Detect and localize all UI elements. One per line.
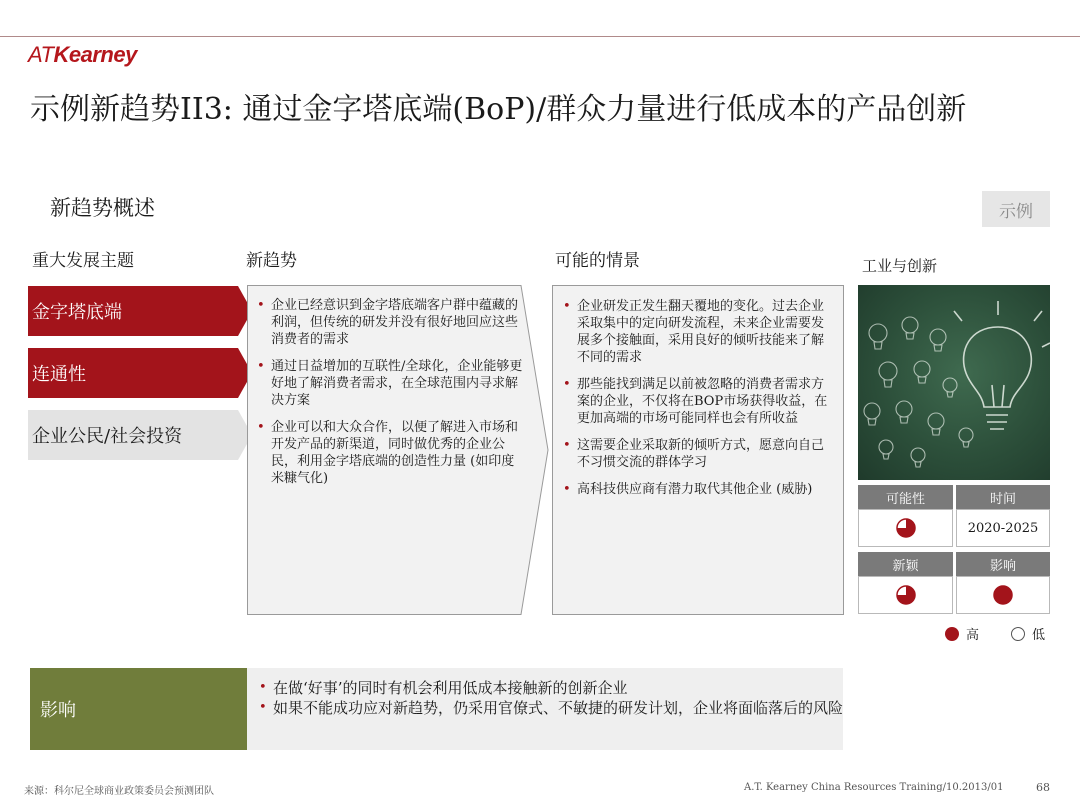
legend-low-label: 低 xyxy=(1032,628,1046,643)
possibility-value xyxy=(858,509,953,547)
theme-connectivity xyxy=(28,348,238,398)
impact-value xyxy=(956,576,1050,614)
impact-label: 影响 xyxy=(30,668,247,750)
scenario-bullet: • 企业研发正发生翻天覆地的变化。过去企业采取集中的定向研发流程，未来企业需要发展多个接触面，采用良好的倾听技能来了解不同的需求 xyxy=(561,298,833,366)
harvey-ball-icon xyxy=(895,517,917,539)
page-number: 68 xyxy=(1036,781,1050,794)
theme-label: 企业公民/社会投资 xyxy=(32,426,183,447)
trend-bullet-list xyxy=(255,297,523,487)
logo-at: AT xyxy=(28,42,54,67)
empty-circle-icon xyxy=(1010,626,1026,642)
harvey-ball-icon xyxy=(895,584,917,606)
trend-bullet: • 通过日益增加的互联性/全球化，企业能够更好地了解消费者需求，在全球范围内寻求解决方案 xyxy=(255,358,523,409)
lightbulb-chalkboard-image xyxy=(858,285,1050,480)
time-header: 时间 xyxy=(956,485,1050,509)
impact-header: 影响 xyxy=(956,552,1050,576)
column-header-themes: 重大发展主题 xyxy=(32,251,134,271)
footer-source: 来源：科尔尼全球商业政策委员会预测团队 xyxy=(24,786,214,797)
legend-high-label: 高 xyxy=(966,628,980,643)
logo-name: Kearney xyxy=(53,42,137,67)
theme-label: 金字塔底端 xyxy=(32,302,122,323)
section-subtitle: 新趋势概述 xyxy=(50,196,155,220)
trend-bullet: • 企业可以和大众合作，以便了解进入市场和开发产品的新渠道，同时做优秀的企业公民，利用金字塔底端的创造性力量 (如印度米糠气化) xyxy=(255,419,523,487)
novelty-value xyxy=(858,576,953,614)
scenario-bullet: • 那些能找到满足以前被忽略的消费者需求方案的企业，不仅将在BOP市场获得收益，在更加高端的市场可能同样也会有所收益 xyxy=(561,376,833,427)
footer-citation: A.T. Kearney China Resources Training/10.2013/01 xyxy=(744,782,1004,793)
example-tag: 示例 xyxy=(982,191,1050,227)
time-value: 2020-2025 xyxy=(956,509,1050,547)
trend-panel xyxy=(247,285,549,615)
novelty-header: 新颖 xyxy=(858,552,953,576)
scenario-panel xyxy=(552,285,844,615)
column-header-industry: 工业与创新 xyxy=(862,257,938,275)
kearney-logo xyxy=(28,42,137,68)
lightbulb-icon xyxy=(858,285,1050,480)
legend-high xyxy=(944,624,979,643)
trend-bullet: • 企业已经意识到金字塔底端客户群中蕴藏的利润，但传统的研发并没有很好地回应这些消费者的需求 xyxy=(255,297,523,348)
theme-pyramid-bottom xyxy=(28,286,238,336)
scenario-bullet: • 高科技供应商有潜力取代其他企业 (威胁) xyxy=(561,481,833,498)
impact-panel xyxy=(247,668,843,750)
impact-bullet-list xyxy=(257,678,843,718)
possibility-header: 可能性 xyxy=(858,485,953,509)
column-header-trend: 新趋势 xyxy=(246,251,297,271)
impact-bullet: • 如果不能成功应对新趋势，仍采用官僚式、不敏捷的研发计划，企业将面临落后的风险 xyxy=(257,698,843,718)
theme-label: 连通性 xyxy=(32,364,86,385)
scenario-bullet: • 这需要企业采取新的倾听方式，愿意向自己不习惯交流的群体学习 xyxy=(561,437,833,471)
legend-low xyxy=(1010,624,1045,643)
scenario-bullet-list xyxy=(561,298,833,498)
page-title: 示例新趋势II3: 通过金字塔底端(BoP)/群众力量进行低成本的产品创新 xyxy=(30,92,967,127)
top-rule xyxy=(0,36,1080,37)
column-header-scenario: 可能的情景 xyxy=(555,251,640,271)
impact-bullet: • 在做‘好事’的同时有机会利用低成本接触新的创新企业 xyxy=(257,678,843,698)
theme-corporate-citizenship xyxy=(28,410,238,460)
harvey-ball-icon xyxy=(992,584,1014,606)
filled-circle-icon xyxy=(944,626,960,642)
